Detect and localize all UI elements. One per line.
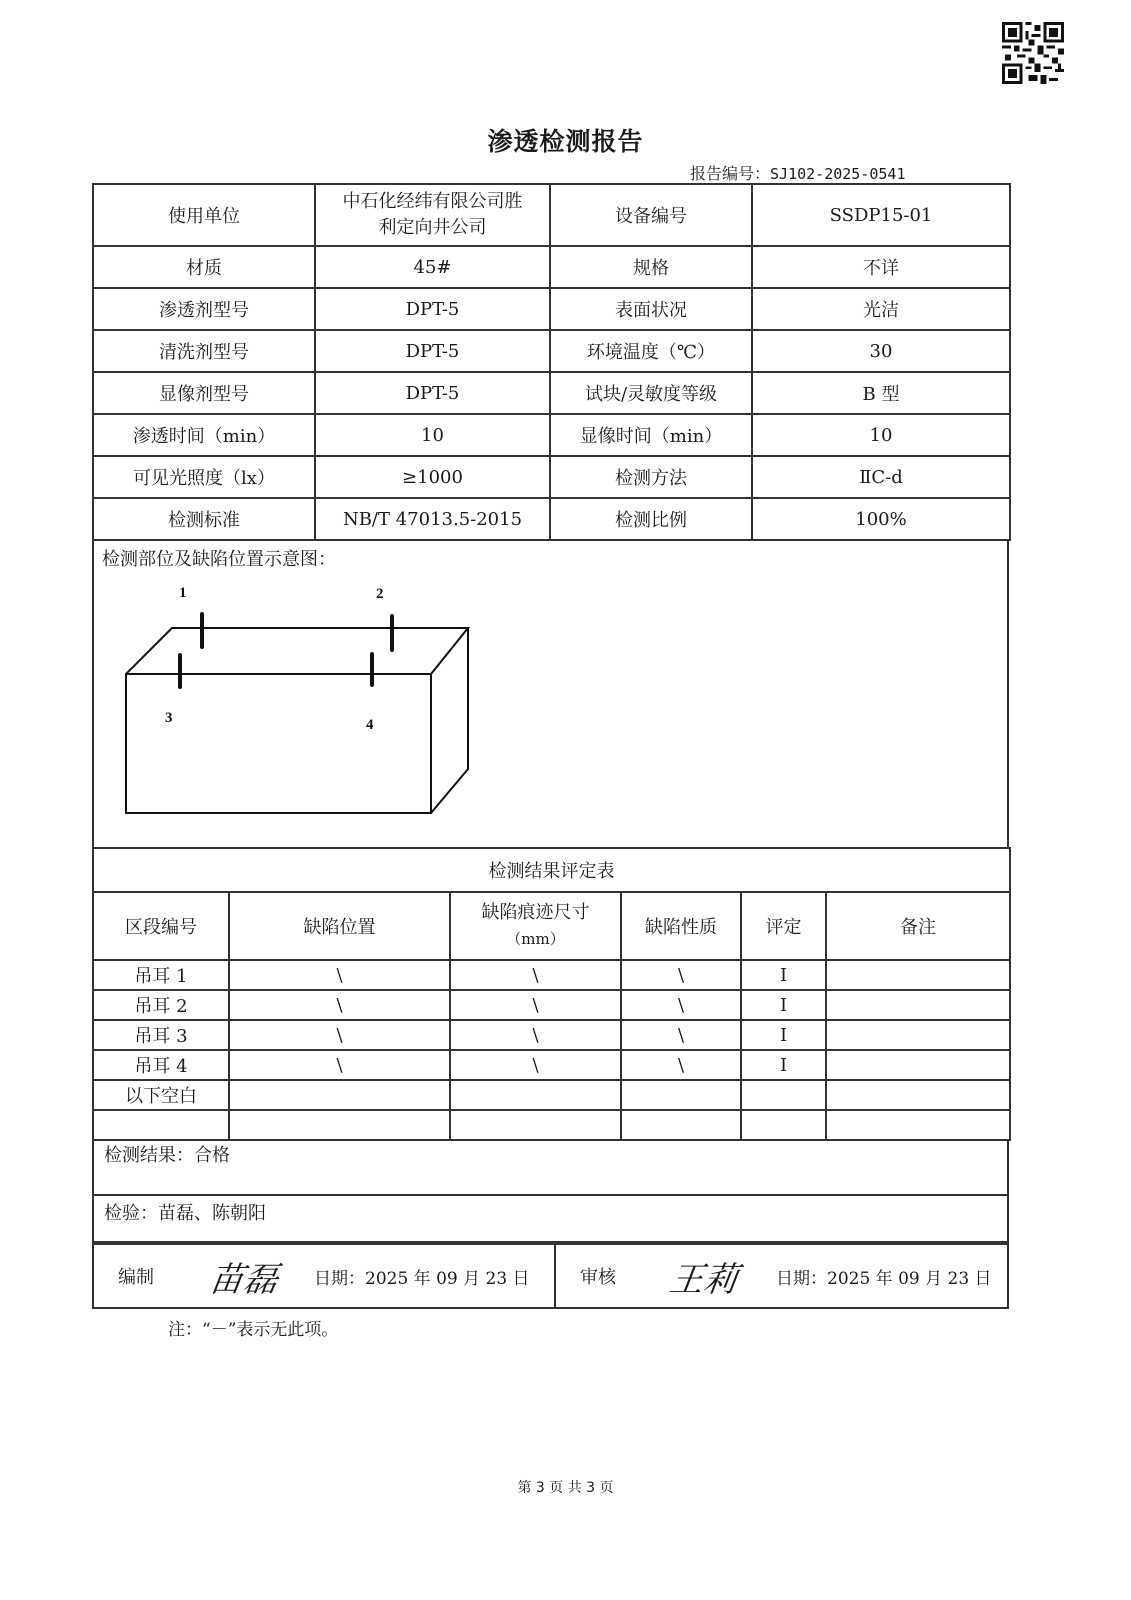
- info-value: ≥1000: [315, 456, 550, 498]
- signature-row: [92, 1243, 1009, 1309]
- result-value: 合格: [194, 1145, 230, 1166]
- cell-rating: I: [741, 960, 826, 990]
- info-value-line: 中石化经纬有限公司胜: [342, 191, 523, 212]
- info-label: 检测标准: [93, 498, 315, 540]
- info-label: 材质: [93, 246, 315, 288]
- cell-nature: \: [621, 960, 741, 990]
- header-size-unit: （mm）: [506, 930, 565, 948]
- cell-empty: [826, 1110, 1010, 1140]
- header-remark: 备注: [826, 892, 1010, 960]
- diagram-label: 检测部位及缺陷位置示意图：: [102, 549, 336, 570]
- cell-position: [229, 1080, 450, 1110]
- prepared-date: 日期：2025 年 09 月 23 日: [314, 1268, 530, 1289]
- info-value: 45#: [315, 246, 550, 288]
- info-row: [93, 246, 1010, 288]
- prepared-signature: 苗磊: [206, 1259, 281, 1300]
- cell-size: [450, 1080, 621, 1110]
- info-label: 试块/灵敏度等级: [550, 372, 752, 414]
- info-value: 100%: [752, 498, 1010, 540]
- cell-nature: [621, 1080, 741, 1110]
- info-value: ⅡC-d: [752, 456, 1010, 498]
- cell-section: 吊耳 4: [93, 1050, 229, 1080]
- info-row: [93, 456, 1010, 498]
- result-conclusion: [92, 1139, 1009, 1196]
- box-top-face: [126, 628, 468, 674]
- header-section: 区段编号: [93, 892, 229, 960]
- info-value: DPT-5: [315, 372, 550, 414]
- result-table-title: 检测结果评定表: [93, 848, 1010, 892]
- info-label: 环境温度（℃）: [550, 330, 752, 372]
- info-row: [93, 184, 1010, 246]
- inspection-sketch: [110, 575, 490, 825]
- report-number-label: 报告编号：: [690, 164, 771, 183]
- header-position: 缺陷位置: [229, 892, 450, 960]
- cell-empty: [229, 1110, 450, 1140]
- inspector-row: [92, 1196, 1009, 1243]
- cell-remark: [826, 1050, 1010, 1080]
- info-value: NB/T 47013.5-2015: [315, 498, 550, 540]
- reviewed-label: 审核: [580, 1267, 616, 1288]
- table-row: [93, 1050, 1010, 1080]
- cell-empty: [741, 1110, 826, 1140]
- cell-nature: \: [621, 990, 741, 1020]
- box-front-face: [126, 674, 431, 813]
- info-label: 检测方法: [550, 456, 752, 498]
- cell-position: \: [229, 1050, 450, 1080]
- reviewed-date: 日期：2025 年 09 月 23 日: [776, 1268, 992, 1289]
- cell-nature: \: [621, 1020, 741, 1050]
- marker-label-1: 1: [179, 585, 187, 601]
- cell-position: \: [229, 990, 450, 1020]
- info-label: 设备编号: [550, 184, 752, 246]
- footnote: 注：“－”表示无此项。: [168, 1320, 339, 1340]
- info-label: 渗透时间（min）: [93, 414, 315, 456]
- info-value: 10: [315, 414, 550, 456]
- info-table: [92, 183, 1011, 541]
- info-label: 使用单位: [93, 184, 315, 246]
- report-title: 渗透检测报告: [487, 127, 644, 156]
- info-label: 规格: [550, 246, 752, 288]
- info-label: 清洗剂型号: [93, 330, 315, 372]
- cell-position: \: [229, 960, 450, 990]
- info-row: [93, 288, 1010, 330]
- cell-position: \: [229, 1020, 450, 1050]
- prepared-label: 编制: [118, 1267, 154, 1288]
- header-size: [450, 892, 621, 960]
- prepared-section: [94, 1245, 556, 1307]
- info-row: [93, 330, 1010, 372]
- marker-label-4: 4: [366, 717, 374, 733]
- info-value: 30: [752, 330, 1010, 372]
- info-label: 显像时间（min）: [550, 414, 752, 456]
- header-nature: 缺陷性质: [621, 892, 741, 960]
- inspector-names: 苗磊、陈朝阳: [158, 1203, 266, 1224]
- cell-section: 吊耳 2: [93, 990, 229, 1020]
- info-label: 检测比例: [550, 498, 752, 540]
- info-label: 渗透剂型号: [93, 288, 315, 330]
- info-row: [93, 414, 1010, 456]
- table-row: [93, 1020, 1010, 1050]
- table-row: [93, 1080, 1010, 1110]
- qr-code-icon: [1002, 22, 1064, 84]
- table-row: [93, 990, 1010, 1020]
- info-value: SSDP15-01: [752, 184, 1010, 246]
- result-table: [92, 847, 1011, 1141]
- cell-size: \: [450, 1020, 621, 1050]
- cell-empty: [93, 1110, 229, 1140]
- box-side-face: [431, 628, 468, 813]
- header-size-line: 缺陷痕迹尺寸: [481, 902, 590, 923]
- report-number: [690, 161, 905, 184]
- reviewed-section: [556, 1245, 1007, 1307]
- result-header-row: [93, 892, 1010, 960]
- info-label: 可见光照度（lx）: [93, 456, 315, 498]
- info-row: [93, 372, 1010, 414]
- marker-label-3: 3: [165, 710, 173, 726]
- info-value: 光洁: [752, 288, 1010, 330]
- inspector-label: 检验：: [104, 1203, 158, 1224]
- marker-label-2: 2: [376, 586, 384, 602]
- report-number-value: SJ102-2025-0541: [770, 165, 906, 183]
- info-value: [315, 184, 550, 246]
- cell-remark: [826, 1020, 1010, 1050]
- table-row-empty: [93, 1110, 1010, 1140]
- info-value: 不详: [752, 246, 1010, 288]
- cell-remark: [826, 960, 1010, 990]
- header-rating: 评定: [741, 892, 826, 960]
- page-number: 第 3 页 共 3 页: [517, 1480, 614, 1496]
- cell-section: 以下空白: [93, 1080, 229, 1110]
- cell-size: \: [450, 960, 621, 990]
- info-value: DPT-5: [315, 330, 550, 372]
- cell-rating: I: [741, 1020, 826, 1050]
- cell-size: \: [450, 990, 621, 1020]
- cell-remark: [826, 990, 1010, 1020]
- info-row: [93, 498, 1010, 540]
- info-label: 表面状况: [550, 288, 752, 330]
- table-row: [93, 960, 1010, 990]
- result-label: 检测结果：: [104, 1145, 194, 1166]
- info-value: B 型: [752, 372, 1010, 414]
- cell-rating: I: [741, 1050, 826, 1080]
- info-label: 显像剂型号: [93, 372, 315, 414]
- info-value-line: 利定向井公司: [378, 217, 487, 238]
- cell-nature: \: [621, 1050, 741, 1080]
- cell-remark: [826, 1080, 1010, 1110]
- cell-rating: I: [741, 990, 826, 1020]
- cell-empty: [621, 1110, 741, 1140]
- cell-section: 吊耳 1: [93, 960, 229, 990]
- reviewed-signature: 王莉: [666, 1259, 741, 1300]
- cell-size: \: [450, 1050, 621, 1080]
- cell-section: 吊耳 3: [93, 1020, 229, 1050]
- info-value: 10: [752, 414, 1010, 456]
- cell-empty: [450, 1110, 621, 1140]
- info-value: DPT-5: [315, 288, 550, 330]
- cell-rating: [741, 1080, 826, 1110]
